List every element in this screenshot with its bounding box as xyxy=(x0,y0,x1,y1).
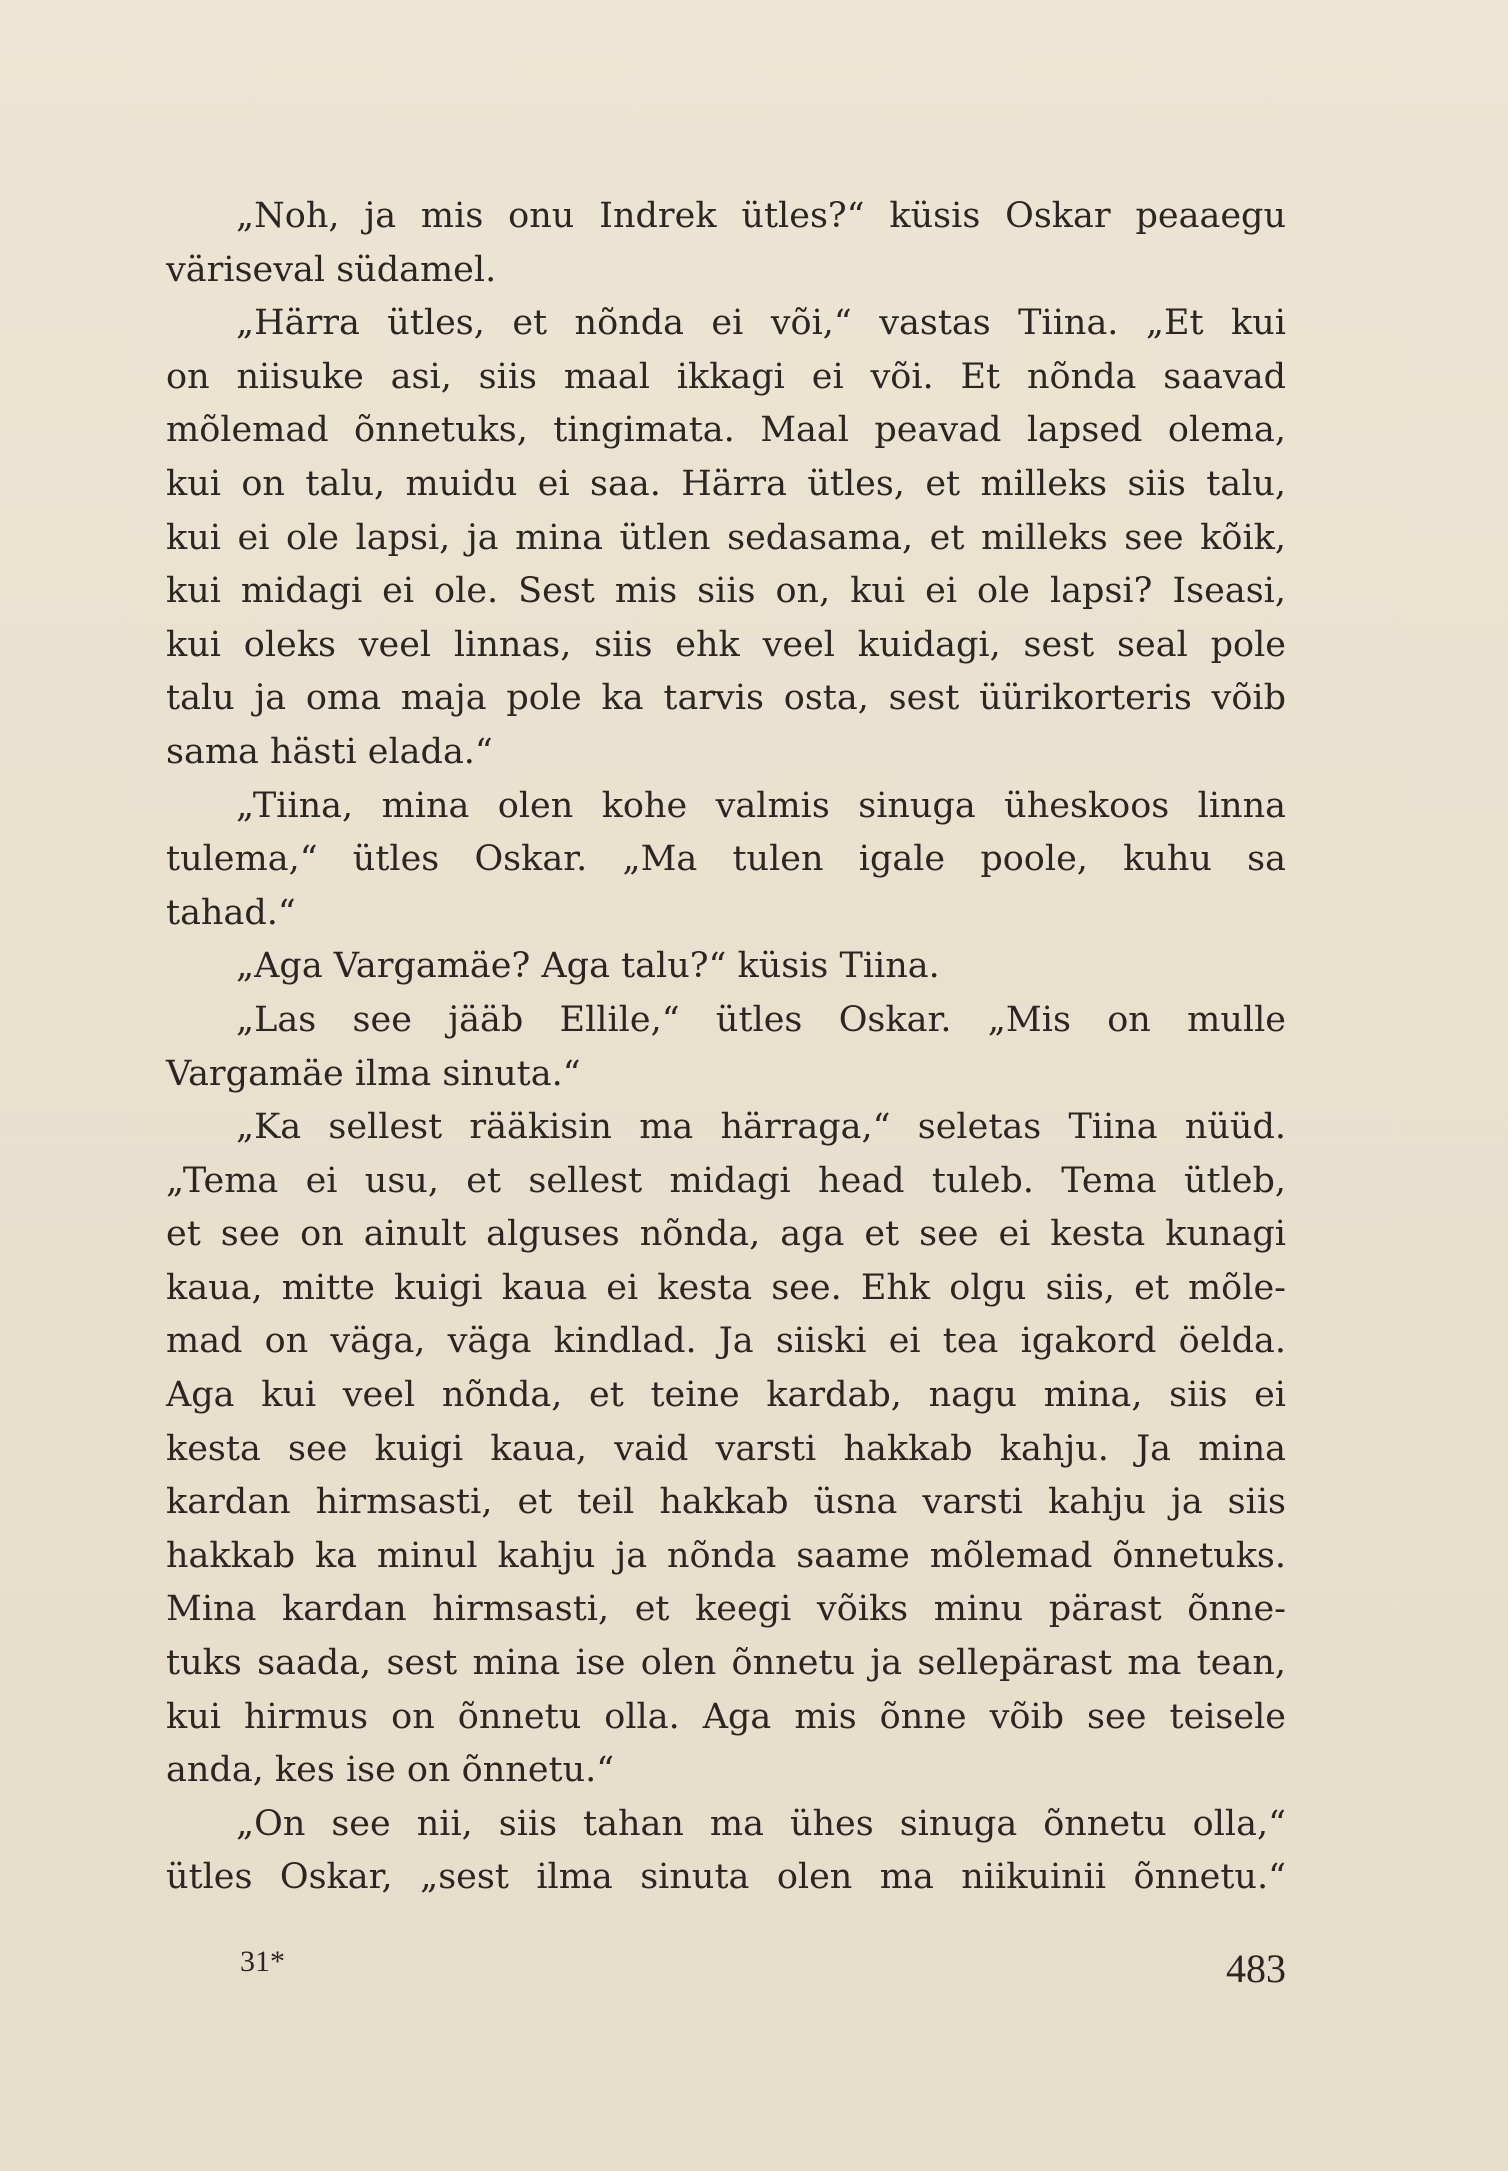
text-line: sama hästi elada.“ xyxy=(166,731,493,772)
text-line: Aga kui veel nõnda, et teine kardab, nagu mina, siis ei xyxy=(166,1375,1286,1416)
text-line: kardan hirmsasti, et teil hakkab üsna varsti kahju ja siis xyxy=(166,1482,1286,1523)
text-line: kaua, mitte kuigi kaua ei kesta see. Ehk olgu siis, et mõle- xyxy=(166,1267,1286,1308)
text-line: „Las see jääb Ellile,“ ütles Oskar. „Mis on mulle xyxy=(236,999,1286,1040)
text-line: „Tema ei usu, et sellest midagi head tuleb. Tema ütleb, xyxy=(166,1160,1286,1201)
text-line: Mina kardan hirmsasti, et keegi võiks minu pärast õnne- xyxy=(166,1589,1286,1630)
text-line: anda, kes ise on õnnetu.“ xyxy=(166,1750,615,1791)
text-line: „Ka sellest rääkisin ma härraga,“ seletas Tiina nüüd. xyxy=(236,1107,1286,1148)
text-line: tahad.“ xyxy=(166,892,296,933)
text-line: kui oleks veel linnas, siis ehk veel kuidagi, sest seal pole xyxy=(166,624,1286,665)
text-line: „On see nii, siis tahan ma ühes sinuga õnnetu olla,“ xyxy=(236,1803,1286,1844)
text-line: väriseval südamel. xyxy=(166,249,497,290)
text-line: kesta see kuigi kaua, vaid varsti hakkab kahju. Ja mina xyxy=(166,1428,1286,1469)
text-line: kui hirmus on õnnetu olla. Aga mis õnne võib see teisele xyxy=(166,1696,1286,1737)
text-line: talu ja oma maja pole ka tarvis osta, sest üürikorteris võib xyxy=(166,678,1286,719)
text-line: ütles Oskar, „sest ilma sinuta olen ma niikuinii õnnetu.“ xyxy=(166,1857,1286,1898)
page-number: 483 xyxy=(1226,1946,1286,1991)
text-line: „Tiina, mina olen kohe valmis sinuga üheskoos linna xyxy=(236,785,1286,826)
text-line: tulema,“ ütles Oskar. „Ma tulen igale poole, kuhu sa xyxy=(166,839,1286,880)
text-line: kui on talu, muidu ei saa. Härra ütles, et milleks siis talu, xyxy=(166,463,1286,504)
text-line: Vargamäe ilma sinuta.“ xyxy=(166,1053,581,1094)
printer-signature: 31* xyxy=(240,1945,285,1978)
text-line: mõlemad õnnetuks, tingimata. Maal peavad lapsed olema, xyxy=(166,410,1286,451)
text-line: hakkab ka minul kahju ja nõnda saame mõlemad õnnetuks. xyxy=(166,1535,1286,1576)
text-line: kui ei ole lapsi, ja mina ütlen sedasama, et milleks see kõik, xyxy=(166,517,1286,558)
text-line: „Härra ütles, et nõnda ei või,“ vastas Tiina. „Et kui xyxy=(236,303,1286,344)
text-line: on niisuke asi, siis maal ikkagi ei või. Et nõnda saavad xyxy=(166,356,1286,397)
text-line: kui midagi ei ole. Sest mis siis on, kui ei ole lapsi? Iseasi, xyxy=(166,571,1286,612)
text-line: „Noh, ja mis onu Indrek ütles?“ küsis Oskar peaaegu xyxy=(236,196,1286,236)
body-text xyxy=(166,190,1286,1905)
text-line: „Aga Vargamäe? Aga talu?“ küsis Tiina. xyxy=(236,946,940,987)
text-line: tuks saada, sest mina ise olen õnnetu ja sellepärast ma tean, xyxy=(166,1643,1286,1684)
text-line: et see on ainult alguses nõnda, aga et see ei kesta kunagi xyxy=(166,1214,1286,1255)
text-line: mad on väga, väga kindlad. Ja siiski ei tea igakord öelda. xyxy=(166,1321,1286,1362)
